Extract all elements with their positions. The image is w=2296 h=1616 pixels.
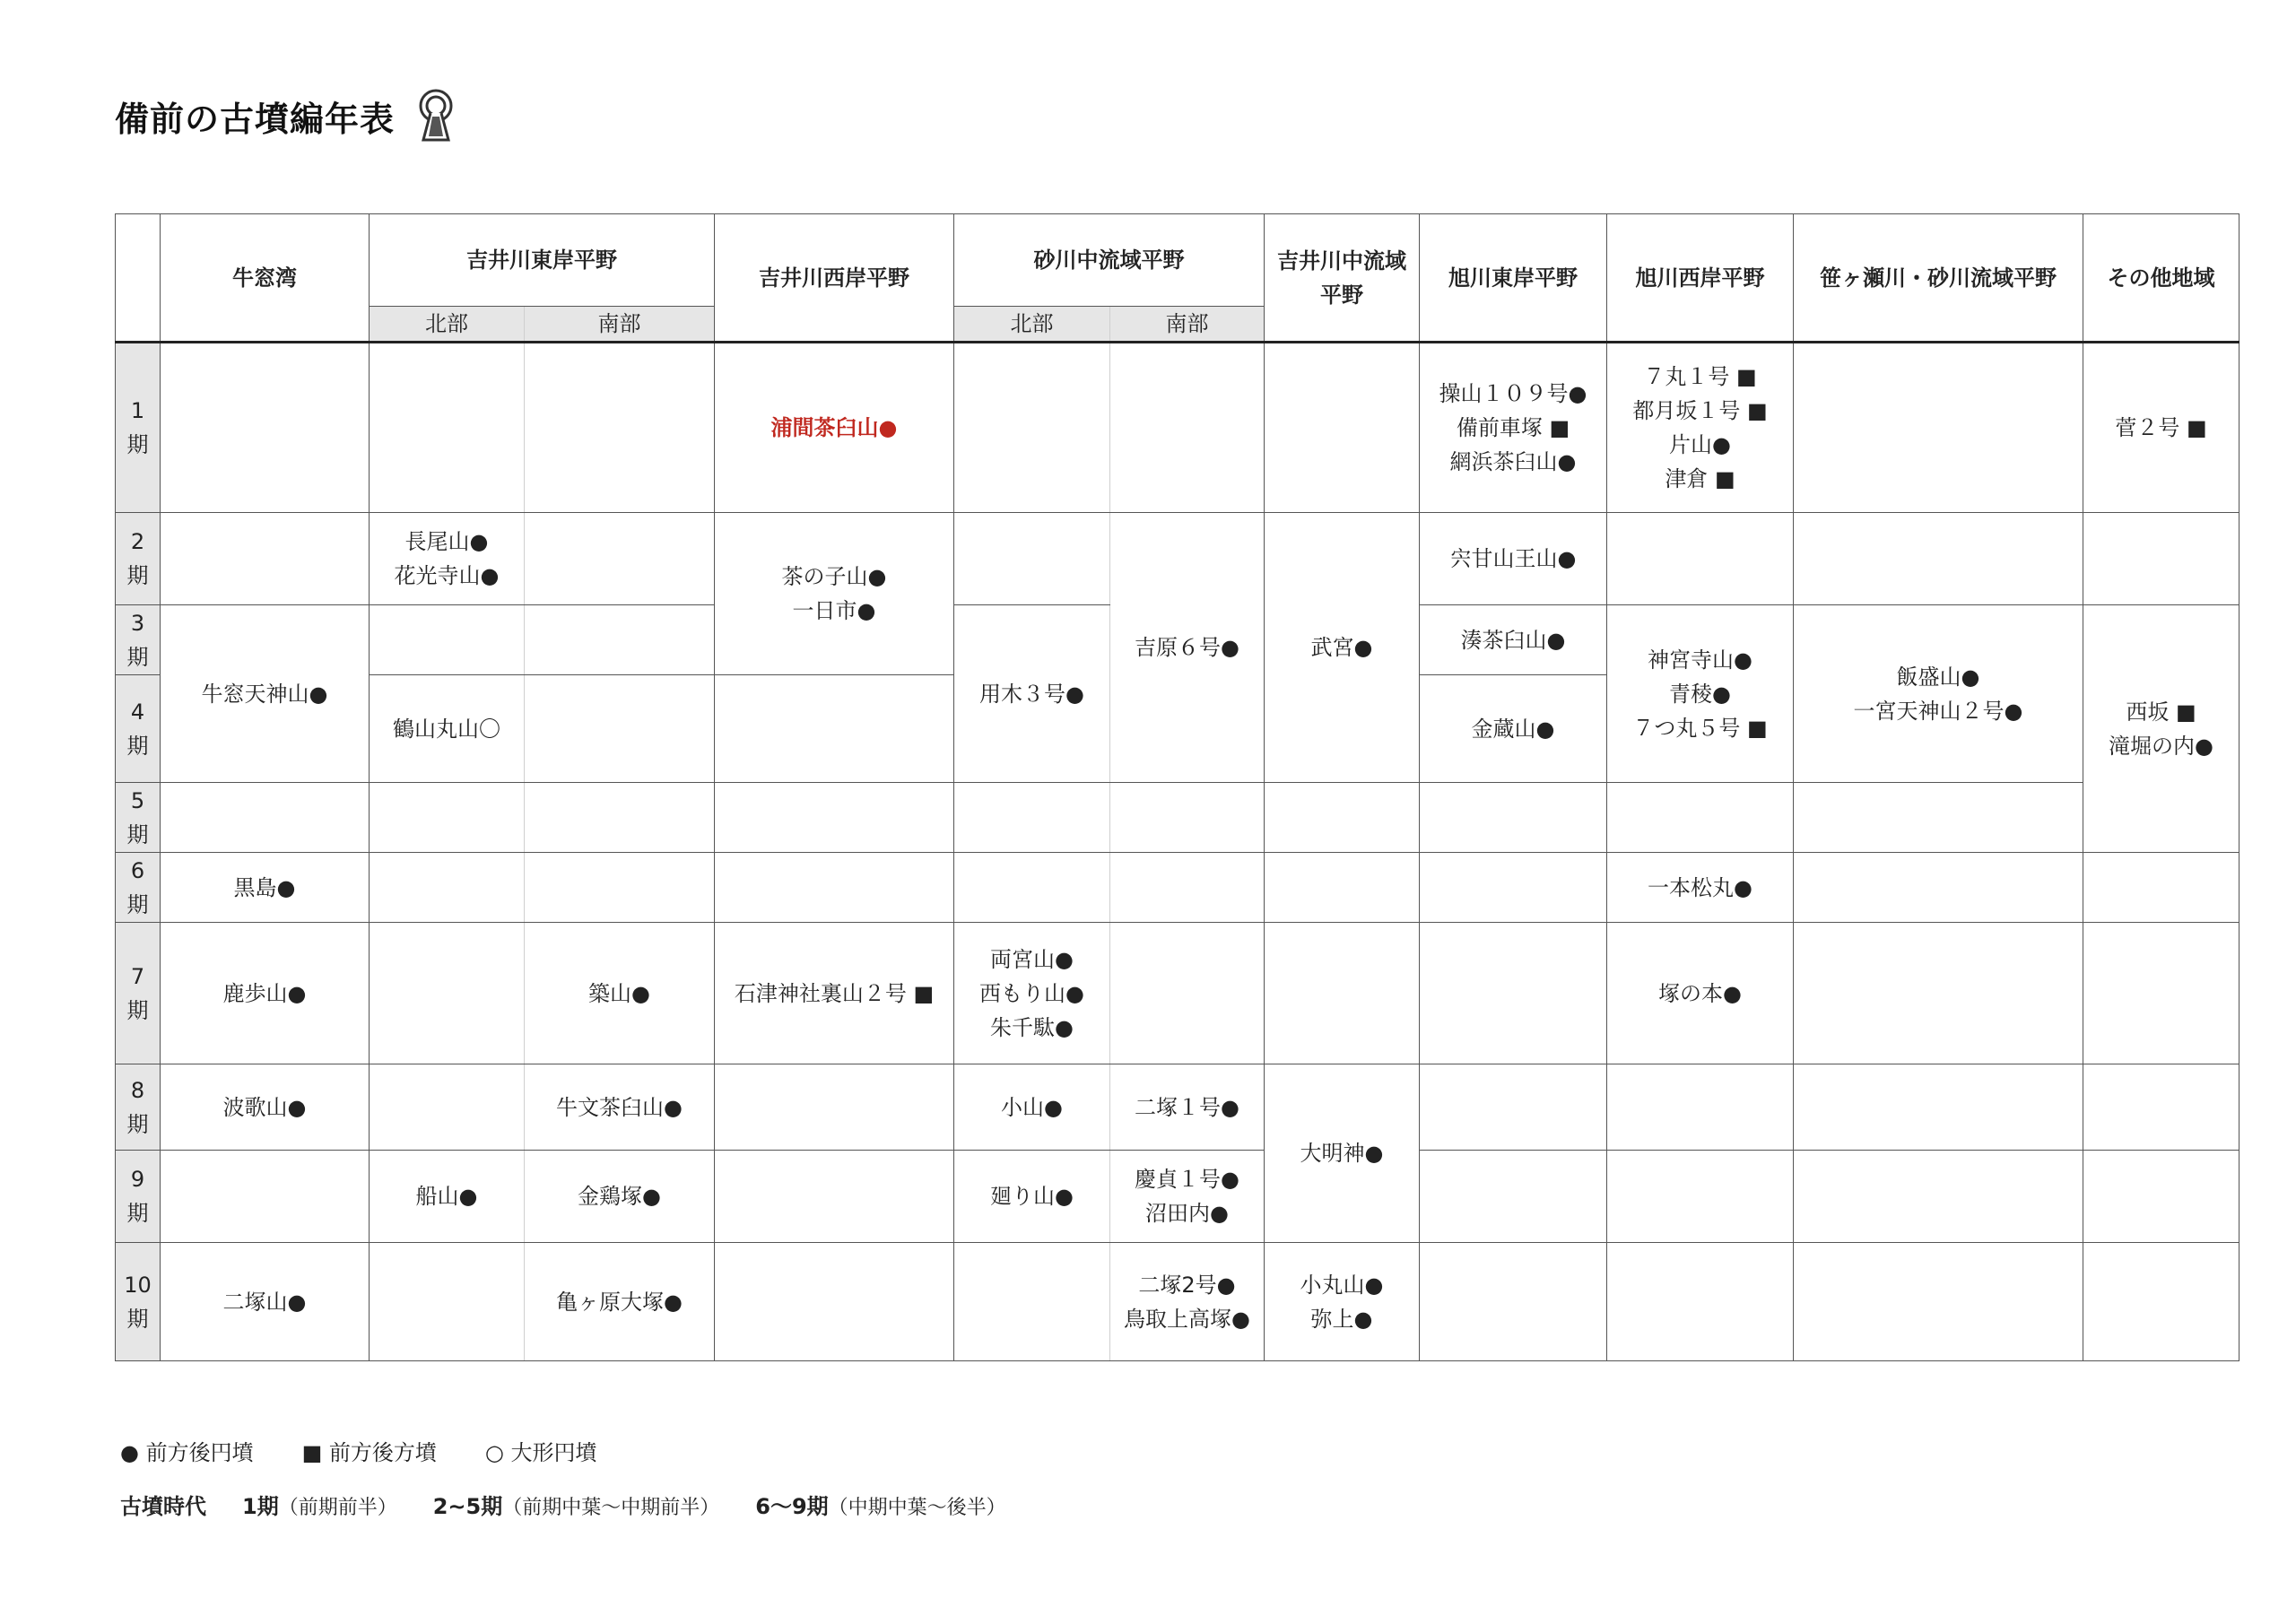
header-asahi-east: 旭川東岸平野 [1420, 214, 1607, 343]
cell [370, 605, 525, 675]
cell [954, 343, 1110, 513]
cell [525, 513, 715, 605]
cell [1110, 853, 1265, 923]
header-yoshii-east-south: 南部 [525, 307, 715, 343]
era-p1: 1期（前期前半） [242, 1494, 397, 1519]
period-9: 9 期 [116, 1151, 161, 1243]
cell-p4-asahi-east: 金蔵山● [1420, 675, 1607, 783]
cell [1110, 923, 1265, 1064]
cell [161, 783, 370, 853]
cell [1265, 853, 1420, 923]
cell-p10-ushimado: 二塚山● [161, 1243, 370, 1361]
header-yoshii-mid-line2: 平野 [1320, 282, 1363, 308]
cell [370, 1064, 525, 1151]
cell [1607, 783, 1794, 853]
cell [2083, 923, 2239, 1064]
cell-p2-asahi-east: 宍甘山王山● [1420, 513, 1607, 605]
cell-p9-sunagawa-south: 慶貞１号● 沼田内● [1110, 1151, 1265, 1243]
cell-p24-sunagawa-south: 吉原６号● [1110, 513, 1265, 783]
header-asahi-west: 旭川西岸平野 [1607, 214, 1794, 343]
cell [1420, 1243, 1607, 1361]
cell [715, 853, 954, 923]
cell [2083, 513, 2239, 605]
cell-p7-sunagawa-north: 両宮山● 西もり山● 朱千駄● [954, 923, 1110, 1064]
header-yoshii-east-north: 北部 [370, 307, 525, 343]
cell [1794, 923, 2083, 1064]
cell-p34-sunagawa-north: 用木３号● [954, 605, 1110, 783]
cell-p6-asahi-west: 一本松丸● [1607, 853, 1794, 923]
cell [715, 1151, 954, 1243]
cell [715, 783, 954, 853]
cell-p1-asahi-east: 操山１０９号● 備前車塚 ■ 網浜茶臼山● [1420, 343, 1607, 513]
header-yoshii-west: 吉井川西岸平野 [715, 214, 954, 343]
cell [954, 783, 1110, 853]
cell-p89-yoshii-mid: 大明神● [1265, 1064, 1420, 1243]
cell-p10-yoshii-mid: 小丸山● 弥上● [1265, 1243, 1420, 1361]
era-legend [120, 1489, 1006, 1520]
era-label: 古墳時代 [120, 1494, 206, 1519]
chronology-table [115, 213, 2239, 1361]
cell-p10-yoshii-east-south: 亀ヶ原大塚● [525, 1243, 715, 1361]
cell [525, 343, 715, 513]
cell [715, 675, 954, 783]
cell [1607, 513, 1794, 605]
header-sasagase: 笹ヶ瀬川・砂川流域平野 [1794, 214, 2083, 343]
keyhole-tomb-icon [416, 88, 456, 143]
cell [1794, 343, 2083, 513]
header-sunagawa-mid: 砂川中流域平野 [954, 214, 1265, 307]
header-corner [116, 214, 161, 343]
cell [2083, 1243, 2239, 1361]
cell-p9-yoshii-east-north: 船山● [370, 1151, 525, 1243]
period-7: 7 期 [116, 923, 161, 1064]
cell [1265, 923, 1420, 1064]
period-2: 2 期 [116, 513, 161, 605]
cell-p8-yoshii-east-south: 牛文茶臼山● [525, 1064, 715, 1151]
cell [370, 853, 525, 923]
cell [715, 1064, 954, 1151]
period-6: 6 期 [116, 853, 161, 923]
cell-p7-asahi-west: 塚の本● [1607, 923, 1794, 1064]
header-sunagawa-south: 南部 [1110, 307, 1265, 343]
cell-p9-sunagawa-north: 廻り山● [954, 1151, 1110, 1243]
cell-p7-yoshii-west: 石津神社裏山２号 ■ [715, 923, 954, 1064]
cell [525, 605, 715, 675]
cell [525, 783, 715, 853]
period-3: 3 期 [116, 605, 161, 675]
period-4: 4 期 [116, 675, 161, 783]
cell-p8-ushimado: 波歌山● [161, 1064, 370, 1151]
cell-p8-sunagawa-south: 二塚１号● [1110, 1064, 1265, 1151]
header-sunagawa-north: 北部 [954, 307, 1110, 343]
header-other: その他地域 [2083, 214, 2239, 343]
cell-p7-yoshii-east-south: 築山● [525, 923, 715, 1064]
cell [1110, 783, 1265, 853]
cell [954, 1243, 1110, 1361]
cell [1420, 853, 1607, 923]
cell-p34-ushimado: 牛窓天神山● [161, 605, 370, 783]
legend [120, 1435, 596, 1466]
cell-p9-yoshii-east-south: 金鶏塚● [525, 1151, 715, 1243]
header-yoshii-mid-line1: 吉井川中流域 [1277, 248, 1406, 274]
cell [715, 1243, 954, 1361]
cell [161, 513, 370, 605]
cell [2083, 1064, 2239, 1151]
cell [1110, 343, 1265, 513]
cell [1265, 783, 1420, 853]
cell [954, 513, 1110, 605]
cell [370, 923, 525, 1064]
cell-p34-sasagase: 飯盛山● 一宮天神山２号● [1794, 605, 2083, 783]
page-title [115, 88, 456, 143]
period-5: 5 期 [116, 783, 161, 853]
cell [370, 1243, 525, 1361]
cell [1420, 783, 1607, 853]
cell-p3-asahi-east: 湊茶臼山● [1420, 605, 1607, 675]
cell-p1-other: 菅２号 ■ [2083, 343, 2239, 513]
cell-p24-other: 西坂 ■ 滝堀の内● [2083, 605, 2239, 853]
cell [1794, 1151, 2083, 1243]
cell-p34-asahi-west: 神宮寺山● 青稜● ７つ丸５号 ■ [1607, 605, 1794, 783]
cell-p4-yoshii-east-north: 鶴山丸山〇 [370, 675, 525, 783]
cell [1420, 1151, 1607, 1243]
cell [1265, 343, 1420, 513]
cell [1420, 923, 1607, 1064]
cell [954, 853, 1110, 923]
period-1: 1 期 [116, 343, 161, 513]
cell [161, 1151, 370, 1243]
cell [1420, 1064, 1607, 1151]
cell [1607, 1151, 1794, 1243]
cell-p10-sunagawa-south: 二塚2号● 鳥取上高塚● [1110, 1243, 1265, 1361]
cell-p1-asahi-west: ７丸１号 ■ 都月坂１号 ■ 片山● 津倉 ■ [1607, 343, 1794, 513]
cell-p6-ushimado: 黒島● [161, 853, 370, 923]
header-yoshii-mid [1265, 214, 1420, 343]
legend-circle: ○ 大形円墳 [484, 1440, 597, 1465]
legend-keyhole: ● 前方後円墳 [120, 1440, 254, 1465]
cell [525, 675, 715, 783]
cell-p1-yoshii-west: 浦間茶臼山● [715, 343, 954, 513]
cell [1607, 1064, 1794, 1151]
title-text: 備前の古墳編年表 [115, 99, 396, 139]
cell [2083, 1151, 2239, 1243]
cell [1794, 1064, 2083, 1151]
cell [2083, 853, 2239, 923]
era-p2: 2~5期（前期中葉～中期前半） [432, 1494, 720, 1519]
header-yoshii-east: 吉井川東岸平野 [370, 214, 715, 307]
cell [161, 343, 370, 513]
cell [1794, 853, 2083, 923]
cell [370, 343, 525, 513]
cell [1794, 513, 2083, 605]
era-p3: 6～9期（中期中葉～後半） [755, 1494, 1006, 1519]
cell [1794, 783, 2083, 853]
cell-p2-yoshii-east-north: 長尾山● 花光寺山● [370, 513, 525, 605]
cell [525, 853, 715, 923]
cell [370, 783, 525, 853]
cell-p24-yoshii-mid: 武宮● [1265, 513, 1420, 783]
cell-p8-sunagawa-north: 小山● [954, 1064, 1110, 1151]
period-8: 8 期 [116, 1064, 161, 1151]
cell-p7-ushimado: 鹿歩山● [161, 923, 370, 1064]
period-10: 10 期 [116, 1243, 161, 1361]
cell [1607, 1243, 1794, 1361]
cell [1794, 1243, 2083, 1361]
header-ushimado: 牛窓湾 [161, 214, 370, 343]
cell-p23-yoshii-west: 茶の子山● 一日市● [715, 513, 954, 675]
legend-square: ■ 前方後方墳 [301, 1440, 437, 1465]
